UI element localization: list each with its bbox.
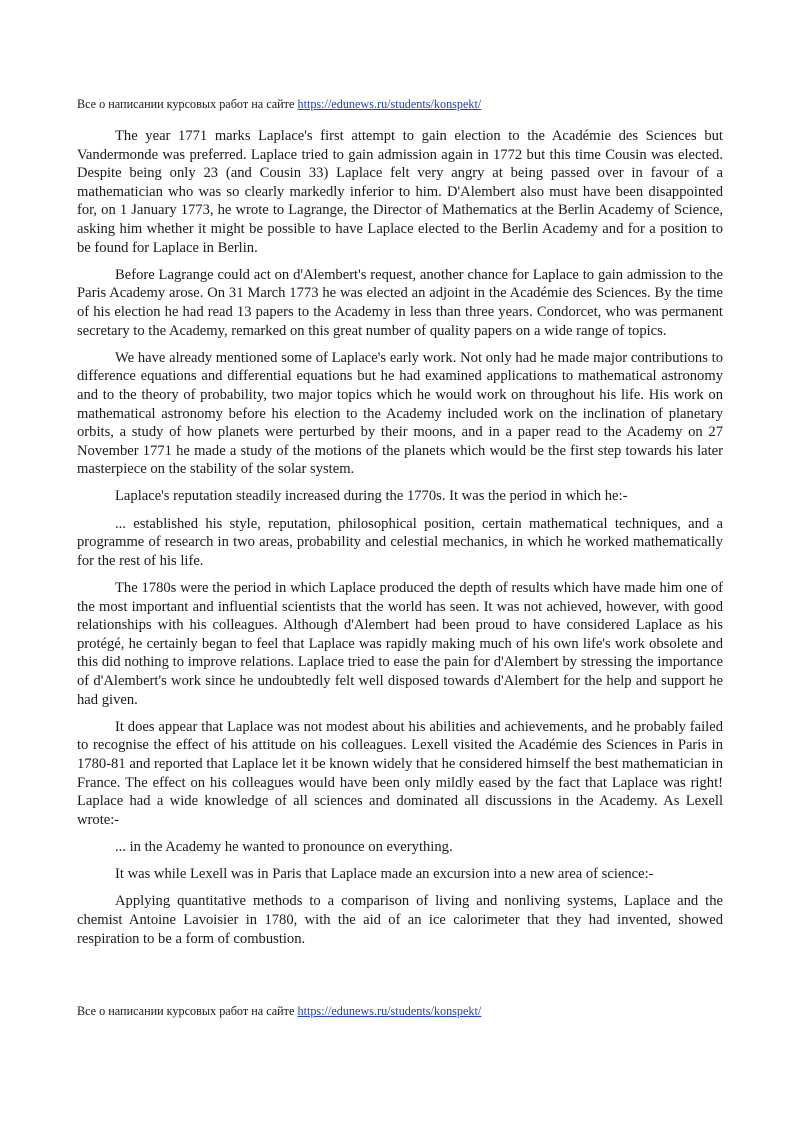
paragraph-2: Before Lagrange could act on d'Alembert's request, another chance for Laplace to gain admission to the Paris Academy arose. On 31 March 1773 he was elected an adjoint in the Académie des Sciences. By the time of his election he had read 13 papers to the Academy in less than three years. Condorcet, who was permanent secretary to the Academy, remarked on this great number of quality papers on a wide range of topics.: [77, 266, 723, 339]
quote-paragraph-2: ... in the Academy he wanted to pronounce on everything.: [115, 838, 453, 855]
footer-link[interactable]: https://edunews.ru/students/konspekt/: [297, 1004, 482, 1018]
paragraph-1: The year 1771 marks Laplace's first attempt to gain election to the Académie des Sciences but Vandermonde was preferred. Laplace tried to gain admission again in 1772 but this time Cousin was elected. Despite being only 23 (and Cousin 33) Laplace felt very angry at being passed over in favour of a mathematician who was so clearly markedly inferior to him. D'Alembert also must have been disappointed for, on 1 January 1773, he wrote to Lagrange, the Director of Mathematics at the Berlin Academy of Science, asking him whether it might be possible to have Laplace elected to the Berlin Academy and for a position to be found for Laplace in Berlin.: [77, 128, 723, 256]
paragraph-7: It was while Lexell was in Paris that Laplace made an excursion into a new area of science:-: [115, 866, 654, 883]
header-link[interactable]: https://edunews.ru/students/konspekt/: [297, 97, 482, 111]
header-text: Все о написании курсовых работ на сайте: [77, 97, 298, 111]
paragraph-5: The 1780s were the period in which Laplace produced the depth of results which have made him one of the most important and influential scientists that the world has seen. It was not achieved, however, with good relationships with his colleagues. Although d'Alembert had been proud to have considered Laplace as his protégé, he certainly began to feel that Laplace was rapidly making much of his own life's work obsolete and this did nothing to improve relations. Laplace tried to ease the pain for d'Alembert by stressing the importance of d'Alembert's work since he undoubtedly felt well disposed towards d'Alembert for the help and support he had given.: [77, 580, 723, 708]
page-footer: [77, 1004, 481, 1019]
paragraph-6: It does appear that Laplace was not modest about his abilities and achievements, and he probably failed to recognise the effect of his attitude on his colleagues. Lexell visited the Académie des Sciences in Paris in 1780-81 and reported that Laplace let it be known widely that he considered himself the best mathematician in France. The effect on his colleagues would have been only mildly eased by the fact that Laplace was right! Laplace had a wide knowledge of all sciences and dominated all discussions in the Academy. As Lexell wrote:-: [77, 718, 723, 828]
footer-text: Все о написании курсовых работ на сайте: [77, 1004, 298, 1018]
paragraph-3: We have already mentioned some of Laplace's early work. Not only had he made major contributions to difference equations and differential equations but he had examined applications to mathematical astronomy and to the theory of probability, two major topics which he would work on throughout his life. His work on mathematical astronomy before his election to the Academy included work on the inclination of planetary orbits, a study of how planets were perturbed by their moons, and in a paper read to the Academy on 27 November 1771 he made a study of the motions of the planets which would be the first step towards his later masterpiece on the stability of the solar system.: [77, 349, 723, 478]
quote-paragraph-3: Applying quantitative methods to a comparison of living and nonliving systems, Laplace and the chemist Antoine Lavoisier in 1780, with the aid of an ice calorimeter that they had invented, showed respiration to be a form of combustion.: [77, 893, 723, 947]
paragraph-4: Laplace's reputation steadily increased during the 1770s. It was the period in which he:-: [115, 488, 628, 505]
article-body: [77, 127, 723, 957]
page-header: [77, 97, 481, 112]
quote-paragraph-1: ... established his style, reputation, philosophical position, certain mathematical techniques, and a programme of research in two areas, probability and celestial mechanics, in which he worked mathematically for the rest of his life.: [77, 515, 723, 569]
